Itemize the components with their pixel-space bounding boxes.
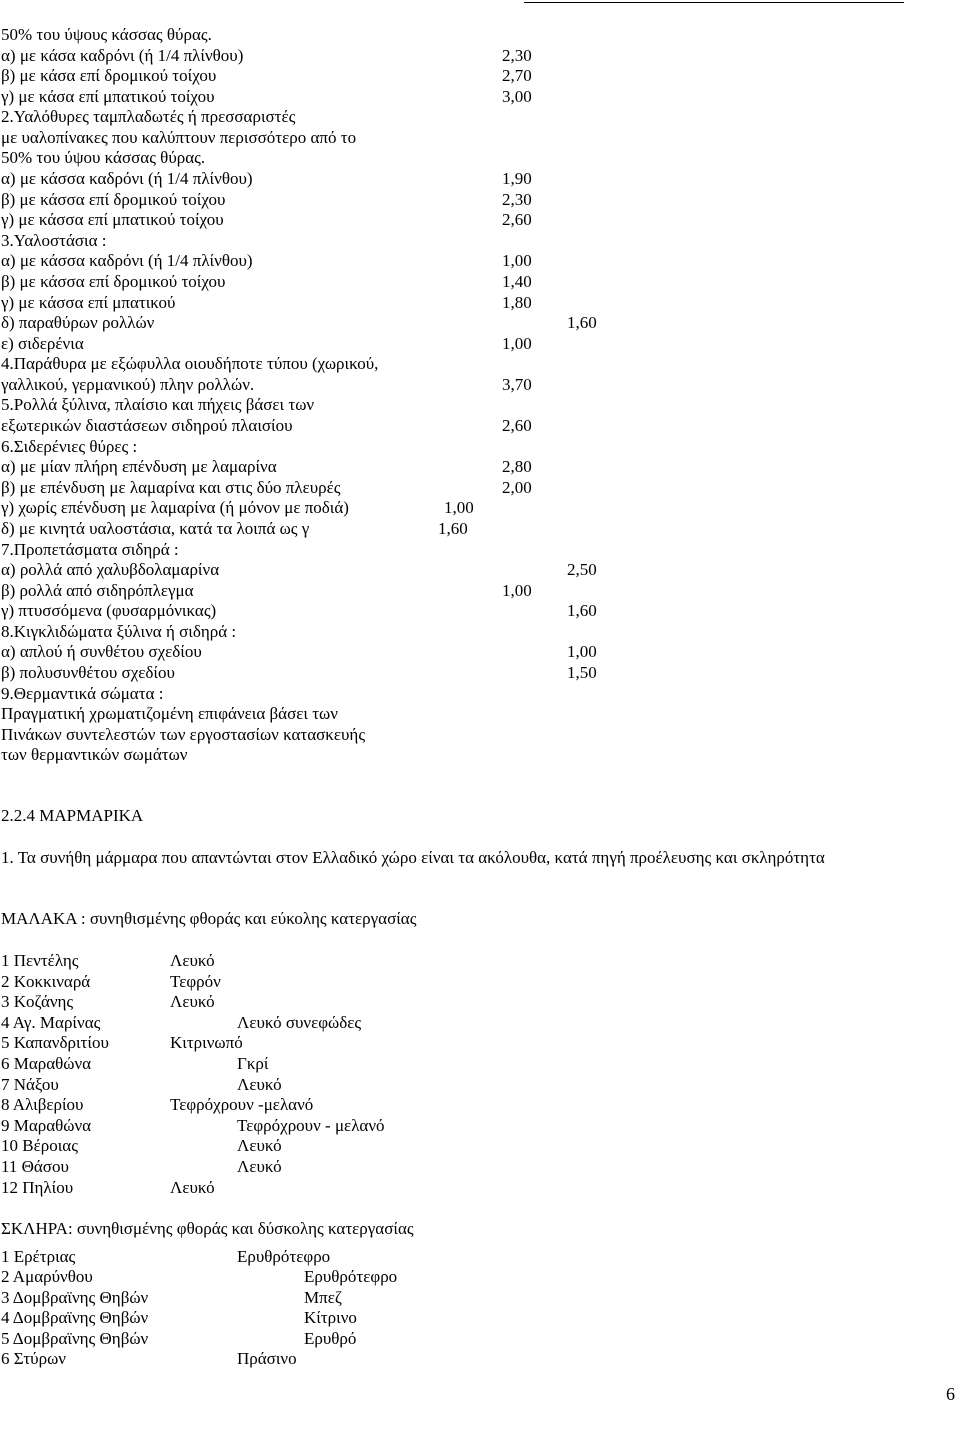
list-line — [0, 559, 958, 580]
marble-row — [0, 1348, 958, 1369]
item-text: 5.Ρολλά ξύλινα, πλαίσιο και πήχεις βάσει των — [1, 395, 315, 414]
item-text: εξωτερικών διαστάσεων σιδηρού πλαισίου — [1, 416, 293, 435]
item-value: 1,00 — [502, 334, 532, 353]
list-line — [0, 621, 958, 642]
item-value: 1,00 — [502, 581, 532, 600]
item-text: α) με κάσα καδρόνι (ή 1/4 πλίνθου) — [1, 46, 244, 65]
item-value: 2,70 — [502, 66, 532, 85]
item-text: 50% του ύψους κάσσας θύρας. — [1, 25, 212, 44]
marble-row — [0, 1032, 958, 1053]
item-text: ε) σιδερένια — [1, 334, 84, 353]
item-text: 3.Υαλοστάσια : — [1, 231, 107, 250]
item-text: γ) πτυσσόμενα (φυσαρμόνικας) — [1, 601, 217, 620]
list-line — [0, 580, 958, 601]
item-text: γαλλικού, γερμανικού) πλην ρολλών. — [1, 375, 255, 394]
marble-row — [0, 1094, 958, 1115]
marble-color: Πράσινο — [237, 1349, 297, 1368]
marble-color: Λευκό — [170, 1178, 215, 1197]
marble-color: Λευκό — [170, 992, 215, 1011]
list-line — [0, 394, 958, 415]
item-value: 2,60 — [502, 416, 532, 435]
marble-origin: 4 Δομβραϊνης Θηβών — [1, 1308, 149, 1327]
marble-row — [0, 1246, 958, 1267]
item-value-right: 1,60 — [567, 313, 597, 332]
marble-row — [0, 1012, 958, 1033]
item-value-right: 1,50 — [567, 663, 597, 682]
item-value: 2,00 — [502, 478, 532, 497]
list-line — [0, 518, 958, 539]
list-line — [0, 683, 958, 704]
item-text: 50% του ύψου κάσσας θύρας. — [1, 148, 206, 167]
item-text: Πινάκων συντελεστών των εργοστασίων κατασκευής — [1, 725, 366, 744]
list-line — [0, 147, 958, 168]
item-value: 1,00 — [502, 251, 532, 270]
list-line — [0, 662, 958, 683]
soft-title-text: ΜΑΛΑΚΑ : συνηθισμένης φθοράς και εύκολης κατεργασίας — [1, 909, 417, 928]
intro-paragraph: 1. Τα συνήθη μάρμαρα που απαντώνται στον Ελλαδικό χώρο είναι τα ακόλουθα, κατά πηγή προέλευσης και σκληρότητα — [1, 848, 825, 867]
item-text: β) με επένδυση με λαμαρίνα και στις δύο πλευρές — [1, 478, 341, 497]
list-line — [0, 600, 958, 621]
list-line — [0, 24, 958, 45]
item-text: α) ρολλά από χαλυβδολαμαρίνα — [1, 560, 220, 579]
marble-origin: 6 Μαραθώνα — [1, 1054, 92, 1073]
marble-color: Λευκό συνεφώδες — [237, 1013, 362, 1032]
list-line — [0, 312, 958, 333]
item-value: 2,30 — [502, 190, 532, 209]
marble-color: Ερυθρότεφρο — [304, 1267, 398, 1286]
list-line — [0, 189, 958, 210]
marble-row — [0, 1307, 958, 1328]
page-number: 6 — [946, 1384, 955, 1404]
list-line — [0, 703, 958, 724]
item-text: 9.Θερμαντικά σώματα : — [1, 684, 164, 703]
item-value: 1,80 — [502, 293, 532, 312]
list-line — [0, 250, 958, 271]
list-line — [0, 65, 958, 86]
item-value: 1,40 — [502, 272, 532, 291]
item-value-right: 1,60 — [567, 601, 597, 620]
item-value: 2,30 — [502, 46, 532, 65]
item-text: δ) παραθύρων ρολλών — [1, 313, 155, 332]
item-text: α) με κάσσα καδρόνι (ή 1/4 πλίνθου) — [1, 251, 253, 270]
item-value: 1,90 — [502, 169, 532, 188]
list-line — [0, 127, 958, 148]
marble-row — [0, 1135, 958, 1156]
list-line — [0, 168, 958, 189]
marble-color: Λευκό — [170, 951, 215, 970]
item-text: των θερμαντικών σωμάτων — [1, 745, 188, 764]
item-text: α) με κάσσα καδρόνι (ή 1/4 πλίνθου) — [1, 169, 253, 188]
list-line — [0, 436, 958, 457]
marble-origin: 6 Στύρων — [1, 1349, 66, 1368]
list-line — [0, 539, 958, 560]
marble-color: Ερυθρό — [304, 1329, 357, 1348]
marble-row — [0, 1074, 958, 1095]
marble-row — [0, 1053, 958, 1074]
item-text: γ) με κάσσα επί μπατικού τοίχου — [1, 210, 224, 229]
marble-origin: 2 Αμαρύνθου — [1, 1267, 93, 1286]
marble-row — [0, 950, 958, 971]
item-text: 4.Παράθυρα με εξώφυλλα οιουδήποτε τύπου (χωρικού, — [1, 354, 379, 373]
list-line — [0, 86, 958, 107]
list-line — [0, 353, 958, 374]
item-value-right: 1,00 — [567, 642, 597, 661]
list-line — [0, 45, 958, 66]
marble-color: Λευκό — [237, 1075, 282, 1094]
marble-origin: 5 Καπανδριτίου — [1, 1033, 109, 1052]
heading-text: 2.2.4 ΜΑΡΜΑΡΙΚΑ — [1, 806, 144, 825]
section-heading — [0, 805, 958, 826]
list-line — [0, 209, 958, 230]
marble-origin: 1 Ερέτριας — [1, 1247, 76, 1266]
marble-origin: 9 Μαραθώνα — [1, 1116, 92, 1135]
marble-origin: 5 Δομβραϊνης Θηβών — [1, 1329, 149, 1348]
list-line — [0, 271, 958, 292]
hard-marbles-title — [0, 1218, 958, 1239]
list-line — [0, 497, 958, 518]
marble-origin: 8 Αλιβερίου — [1, 1095, 84, 1114]
marble-row — [0, 1328, 958, 1349]
marble-origin: 4 Αγ. Μαρίνας — [1, 1013, 101, 1032]
item-text: γ) με κάσα επί μπατικού τοίχου — [1, 87, 215, 106]
item-text: Πραγματική χρωματιζομένη επιφάνεια βάσει των — [1, 704, 338, 723]
item-text: με υαλοπίνακες που καλύπτουν περισσότερο από το — [1, 128, 357, 147]
marble-color: Μπεζ — [304, 1288, 342, 1307]
marble-color: Κιτρινωπό — [170, 1033, 243, 1052]
item-value: 3,70 — [502, 375, 532, 394]
hard-title-text: ΣΚΛΗΡΑ: συνηθισμένης φθοράς και δύσκολης κατεργασίας — [1, 1219, 414, 1238]
marble-row — [0, 1266, 958, 1287]
marble-origin: 2 Κοκκιναρά — [1, 972, 91, 991]
marble-color: Λευκό — [237, 1136, 282, 1155]
list-line — [0, 106, 958, 127]
header-rule — [524, 2, 904, 3]
marble-row — [0, 971, 958, 992]
item-value: 2,80 — [502, 457, 532, 476]
marble-color: Τεφρόχρουν - μελανό — [237, 1116, 385, 1135]
item-text: 6.Σιδερένιες θύρες : — [1, 437, 138, 456]
item-value: 1,00 — [444, 498, 474, 517]
item-text: γ) με κάσσα επί μπατικού — [1, 293, 176, 312]
list-line — [0, 374, 958, 395]
marble-row — [0, 1115, 958, 1136]
list-line — [0, 230, 958, 251]
list-line — [0, 641, 958, 662]
marble-origin: 3 Δομβραϊνης Θηβών — [1, 1288, 149, 1307]
list-line — [0, 456, 958, 477]
list-line — [0, 415, 958, 436]
item-text: β) με κάσσα επί δρομικού τοίχου — [1, 272, 226, 291]
item-text: α) με μίαν πλήρη επένδυση με λαμαρίνα — [1, 457, 277, 476]
marble-origin: 1 Πεντέλης — [1, 951, 79, 970]
marble-origin: 7 Νάξου — [1, 1075, 59, 1094]
marble-color: Τεφρόχρουν -μελανό — [170, 1095, 314, 1114]
list-line — [0, 477, 958, 498]
item-text: α) απλού ή συνθέτου σχεδίου — [1, 642, 202, 661]
list-line — [0, 333, 958, 354]
list-line — [0, 744, 958, 765]
marble-origin: 10 Βέροιας — [1, 1136, 78, 1155]
marble-origin: 12 Πηλίου — [1, 1178, 74, 1197]
item-value: 1,60 — [438, 519, 468, 538]
item-text: β) με κάσα επί δρομικού τοίχου — [1, 66, 217, 85]
marble-row — [0, 1177, 958, 1198]
list-line — [0, 724, 958, 745]
item-text: β) πολυσυνθέτου σχεδίου — [1, 663, 175, 682]
item-text: β) με κάσσα επί δρομικού τοίχου — [1, 190, 226, 209]
soft-marbles-title — [0, 908, 958, 929]
item-value: 3,00 — [502, 87, 532, 106]
marble-row — [0, 1287, 958, 1308]
marble-origin: 11 Θάσου — [1, 1157, 69, 1176]
marble-color: Λευκό — [237, 1157, 282, 1176]
list-line — [0, 292, 958, 313]
item-value: 2,60 — [502, 210, 532, 229]
marble-row — [0, 991, 958, 1012]
marble-color: Κίτρινο — [304, 1308, 357, 1327]
marble-color: Γκρί — [237, 1054, 269, 1073]
item-text: β) ρολλά από σιδηρόπλεγμα — [1, 581, 194, 600]
marble-color: Ερυθρότεφρο — [237, 1247, 331, 1266]
item-text: γ) χωρίς επένδυση με λαμαρίνα (ή μόνον με ποδιά) — [1, 498, 349, 517]
item-text: 7.Προπετάσματα σιδηρά : — [1, 540, 179, 559]
item-text: δ) με κινητά υαλοστάσια, κατά τα λοιπά ως γ — [1, 519, 310, 538]
marble-row — [0, 1156, 958, 1177]
marble-origin: 3 Κοζάνης — [1, 992, 74, 1011]
item-text: 2.Υαλόθυρες ταμπλαδωτές ή πρεσσαριστές — [1, 107, 296, 126]
marble-color: Τεφρόν — [170, 972, 221, 991]
item-text: 8.Κιγκλιδώματα ξύλινα ή σιδηρά : — [1, 622, 237, 641]
item-value-right: 2,50 — [567, 560, 597, 579]
